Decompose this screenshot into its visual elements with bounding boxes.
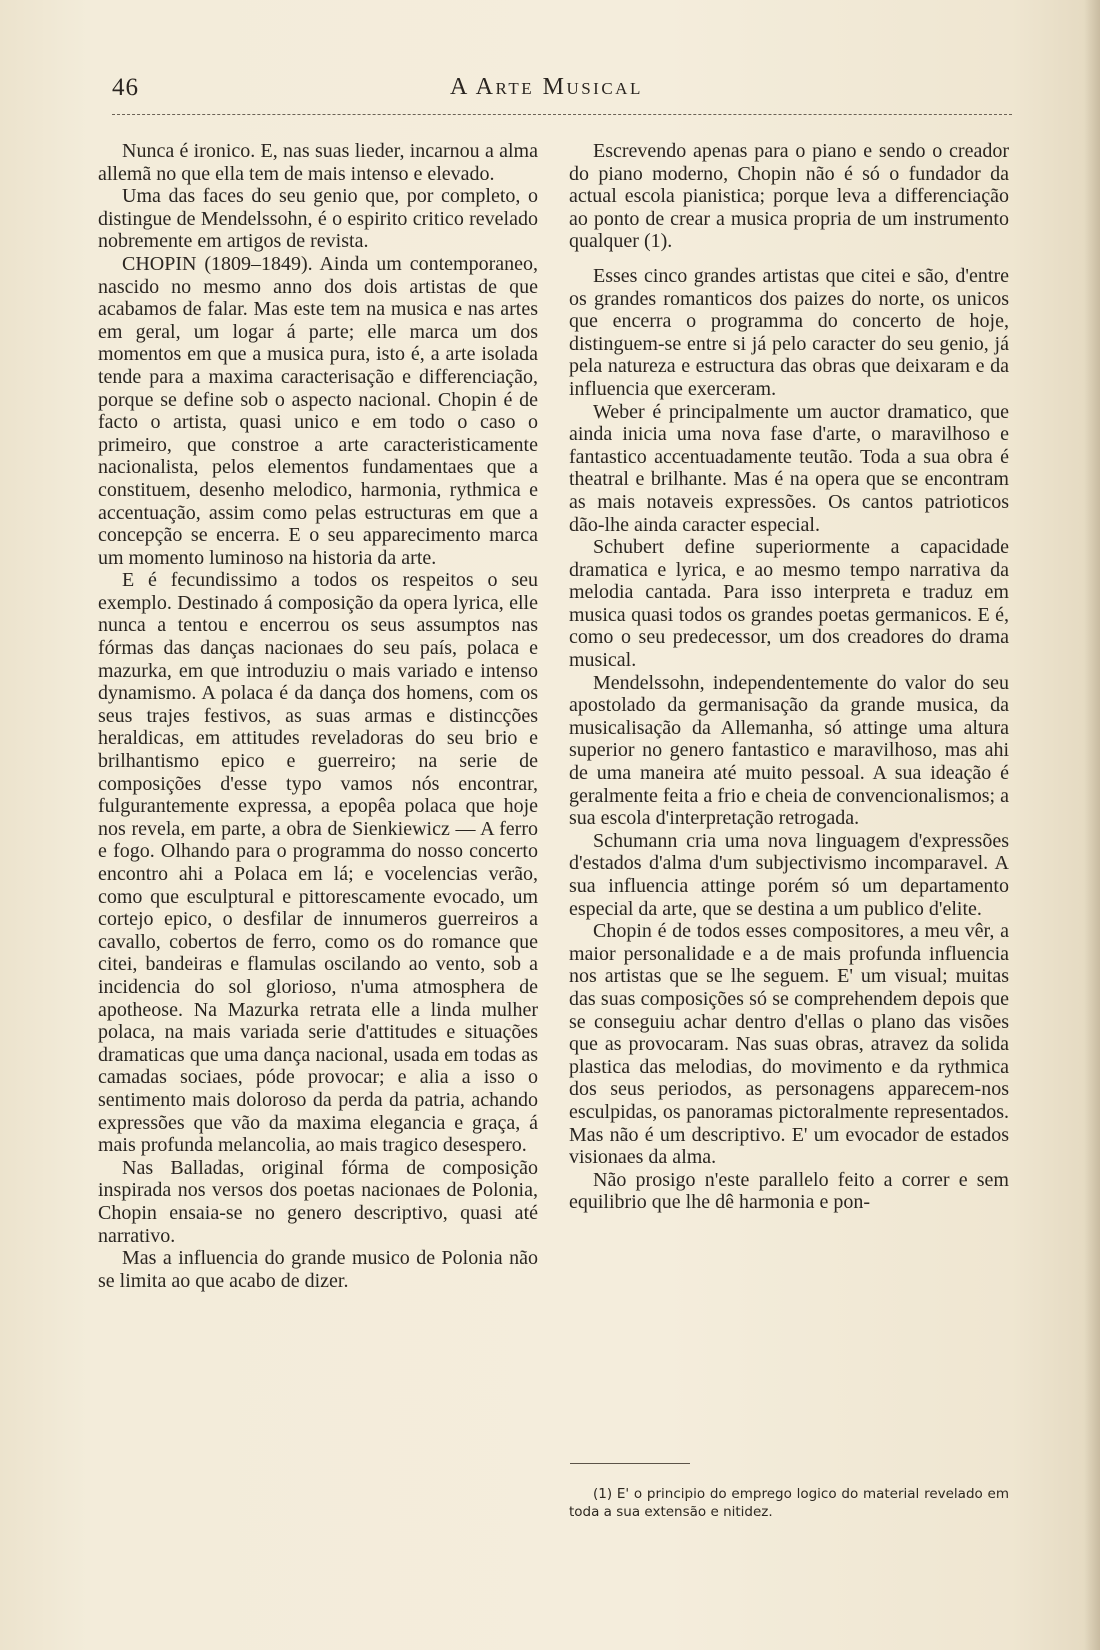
right-column <box>569 140 1009 1214</box>
footnote: (1) E' o principio do emprego logico do material revelado em toda a sua extensão e nitidez. <box>569 1486 1009 1520</box>
paragraph: Não prosigo n'este parallelo feito a correr e sem equilibrio que lhe dê harmonia e pon- <box>569 1168 1009 1214</box>
page-header <box>112 70 1012 110</box>
paragraph: Weber é principalmente um auctor dramatico, que ainda inicia uma nova fase d'arte, o maravilhoso e fantastico accentuadamente teutão. Toda a sua obra é theatral e brilhante. Mas é na opera que se encontram as mais notaveis expressões. Os cantos patrioticos dão-lhe ainda caracter especial. <box>569 400 1009 536</box>
paragraph: E é fecundissimo a todos os respeitos o seu exemplo. Destinado á composição da opera lyrica, elle nunca a tentou e encerrou os seus assumptos nas fórmas das danças nacionaes do seu país, polaca e mazurka, em que introduziu o mais variado e intenso dynamismo. A polaca é da dança dos homens, com os seus trajes festivos, as suas armas e distincções heraldicas, em attitudes reveladoras do seu brio e brilhantismo epico e guerreiro; na serie de composições d'esse typo vamos nós encontrar, fulgurantemente expressa, a epopêa polaca que hoje nos revela, em parte, a obra de Sienkiewicz — A ferro e fogo. Olhando para o programma do nosso concerto encontro ahi a Polaca em lá; e vocelencias verão, como que esculptural e pittorescamente evocado, um cortejo epico, o desfilar de innumeros guerreiros a cavallo, cobertos de ferro, como os do romance que citei, bandeiras e flamulas oscilando ao vento, sob a incidencia do sol glorioso, n'uma atmosphera de apotheose. Na Mazurka retrata elle a linda mulher polaca, na mais variada serie d'attitudes e situações dramaticas que uma dança nacional, usada em todas as camadas sociaes, póde provocar; e alia a isso o sentimento mais doloroso da perda da patria, achando expressões que vão da maxima elegancia e graça, á mais profunda melancolia, ao mais tragico desespero. <box>98 569 538 1157</box>
page-number: 46 <box>112 74 139 101</box>
page-edge-shadow <box>1084 0 1100 1650</box>
footnote-rule <box>570 1463 690 1464</box>
paragraph: Nas Balladas, original fórma de composição inspirada nos versos dos poetas nacionaes de Polonia, Chopin ensaia-se no genero descriptivo, quasi até narrativo. <box>98 1156 538 1247</box>
paragraph: Escrevendo apenas para o piano e sendo o creador do piano moderno, Chopin não é só o fundador da actual escola pianistica; porque leva a differenciação ao ponto de crear a musica propria de um instrumento qualquer (1). <box>569 140 1009 253</box>
header-rule <box>112 114 1012 115</box>
paragraph: Schubert define superiormente a capacidade dramatica e lyrica, e ao mesmo tempo narrativa da melodia cantada. Para isso interpreta e traduz em musica quasi todos os grandes poetas germanicos. E é, como o seu predecessor, um dos creadores do drama musical. <box>569 536 1009 672</box>
paragraph: Mas a influencia do grande musico de Polonia não se limita ao que acabo de dizer. <box>98 1247 538 1292</box>
paragraph: Uma das faces do seu genio que, por completo, o distingue de Mendelssohn, é o espirito critico revelado nobremente em artigos de revista. <box>98 185 538 253</box>
paragraph: Nunca é ironico. E, nas suas lieder, incarnou a alma allemã no que ella tem de mais intenso e elevado. <box>98 140 538 185</box>
paragraph: Schumann cria uma nova linguagem d'expressões d'estados d'alma d'um subjectivismo incomparavel. A sua influencia attinge porém só um departamento especial da arte, que se destina a um publico d'elite. <box>569 829 1009 920</box>
left-column <box>98 140 538 1292</box>
running-title: A Arte Musical <box>450 74 643 100</box>
paragraph: Chopin é de todos esses compositores, a meu vêr, a maior personalidade e a de mais profunda influencia nos artistas que se lhe seguem. E' um visual; muitas das suas composições só se comprehendem depois que se conseguiu achar dentro d'ellas o plano das visões que as provocaram. Nas suas obras, atravez da solida plastica das melodias, do movimento e da rythmica dos seus periodos, as personagens apparecem-nos esculpidas, os panoramas pictoralmente representados. Mas não é um descriptivo. E' um evocador de estados visionaes da alma. <box>569 920 1009 1169</box>
paragraph: CHOPIN (1809–1849). Ainda um contemporaneo, nascido no mesmo anno dos dois artistas de que acabamos de falar. Mas este tem na musica e nas artes em geral, um logar á parte; elle marca um dos momentos em que a musica pura, isto é, a arte isolada tende para a maxima caracterisação e differenciação, porque se define sob o aspecto nacional. Chopin é de facto o artista, quasi unico e em todo o caso o primeiro, que constroe a arte caracteristicamente nacionalista, pelos elementos fundamentaes que a constituem, desenho melodico, harmonia, rythmica e accentuação, assim como pelas estructuras em que a concepção se encerra. E o seu apparecimento marca um momento luminoso na historia da arte. <box>98 252 538 569</box>
paragraph: Mendelssohn, independentemente do valor do seu apostolado da germanisação da grande musica, da musicalisação da Allemanha, só attinge uma altura superior no genero fantastico e maravilhoso, mas ahi de uma maneira até muito pessoal. A sua ideação é geralmente feita a frio e cheia de convencionalismos; a sua escola d'interpretação retrogada. <box>569 671 1009 830</box>
paragraph: Esses cinco grandes artistas que citei e são, d'entre os grandes romanticos dos paizes do norte, os unicos que encerra o programma do concerto de hoje, distinguem-se entre si já pelo caracter do seu genio, já pela natureza e estructura das obras que deixaram e da influencia que exerceram. <box>569 264 1009 400</box>
